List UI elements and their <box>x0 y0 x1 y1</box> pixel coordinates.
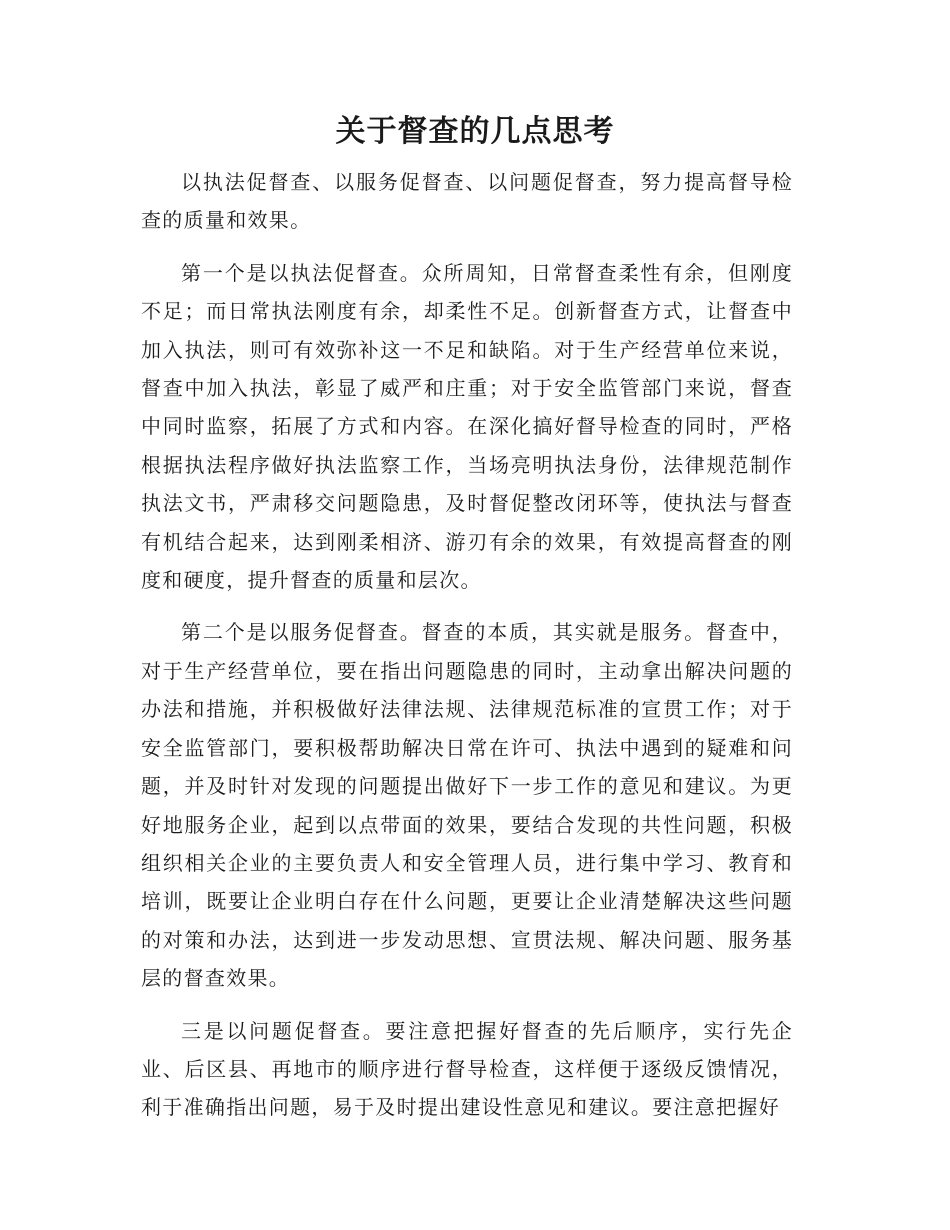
paragraph-enforcement: 第一个是以执法促督查。众所周知，日常督查柔性有余，但刚度不足；而日常执法刚度有余，却柔性不足。创新督查方式，让督查中加入执法，则可有效弥补这一不足和缺陷。对于生产经营单位来说，督查中加入执法，彰显了威严和庄重；对于安全监管部门来说，督查中同时监察，拓展了方式和内容。在深化搞好督导检查的同时，严格根据执法程序做好执法监察工作，当场亮明执法身份，法律规范制作执法文书，严肃移交问题隐患，及时督促整改闭环等，使执法与督查有机结合起来，达到刚柔相济、游刃有余的效果，有效提高督查的刚度和硬度，提升督查的质量和层次。 <box>141 260 793 593</box>
paragraph-problems: 三是以问题促督查。要注意把握好督查的先后顺序，实行先企业、后区县、再地市的顺序进行督导检查，这样便于逐级反馈情况，利于准确指出问题，易于及时提出建设性意见和建议。要注意把握好 <box>141 1018 793 1120</box>
document-body <box>141 163 793 1141</box>
document-title: 关于督查的几点思考 <box>335 114 615 149</box>
paragraph-intro: 以执法促督查、以服务促督查、以问题促督查，努力提高督导检查的质量和效果。 <box>141 170 793 233</box>
paragraph-service: 第二个是以服务促督查。督查的本质，其实就是服务。督查中，对于生产经营单位，要在指出问题隐患的同时，主动拿出解决问题的办法和措施，并积极做好法律法规、法律规范标准的宣贯工作；对于安全监管部门，要积极帮助解决日常在许可、执法中遇到的疑难和问题，并及时针对发现的问题提出做好下一步工作的意见和建议。为更好地服务企业，起到以点带面的效果，要结合发现的共性问题，积极组织相关企业的主要负责人和安全管理人员，进行集中学习、教育和培训，既要让企业明白存在什么问题，更要让企业清楚解决这些问题的对策和办法，达到进一步发动思想、宣贯法规、解决问题、服务基层的督查效果。 <box>141 620 793 991</box>
